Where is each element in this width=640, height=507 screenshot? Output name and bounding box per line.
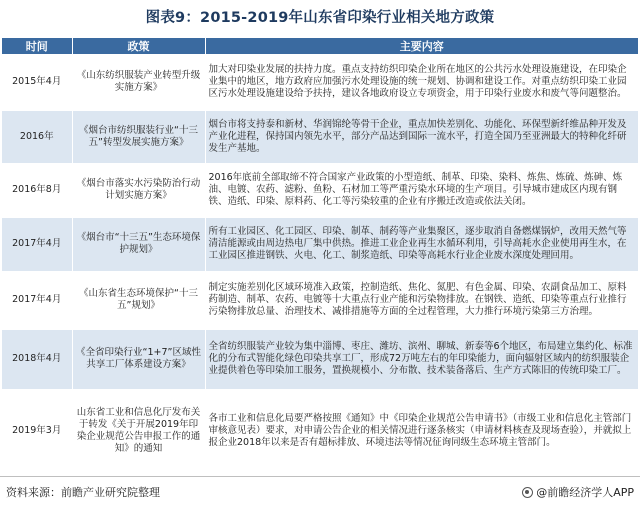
- row-time: 2015年4月: [2, 54, 72, 110]
- row-content: 加大对印染业发展的扶持力度。重点支持纺织印染企业所在地区的公共污水处理设施建设，在印染企业集中的地区，地方政府应加强污水处理设施的统一规划、协调和建设工作。对重点纺织印染工业园区污水处理设施建设给予扶持，建议各地政府设立专项资金，用于印染行业废水和废气等问题整治。: [205, 54, 638, 110]
- header-content: 主要内容: [205, 38, 638, 54]
- row-policy: 《山东纺织服装产业转型升级实施方案》: [72, 54, 205, 110]
- row-content: 制定实施差别化区域环境准入政策，控制造纸、焦化、氮肥、有色金属、印染、农副食品加工、原料药制造、制革、农药、电镀等十大重点行业产能和污染物排放。在钢铁、造纸、印染等重点行业推行污染物排放总量、治理技术、减排措施等方面的全过程管理，大力推行环境污染第三方治理。: [205, 271, 638, 329]
- header-time: 时间: [2, 38, 72, 54]
- row-content: 所有工业园区、化工园区、印染、制革、制药等产业集聚区，逐步取消自备燃煤锅炉，改用天然气等清洁能源或由周边热电厂集中供热。推进工业企业再生水循环利用，引导高耗水企业使用再生水，在工业园区推进钢铁、火电、化工、制浆造纸、印染等高耗水行业企业废水深度处理回用。: [205, 217, 638, 271]
- row-time: 2017年4月: [2, 217, 72, 271]
- table-row: [2, 271, 638, 329]
- row-policy: 《全省印染行业“1+7”区域性共享工厂体系建设方案》: [72, 329, 205, 389]
- row-policy: 《山东省生态环境保护“十三五”规划》: [72, 271, 205, 329]
- row-time: 2016年8月: [2, 163, 72, 217]
- row-content: 各市工业和信息化局要严格按照《通知》中《印染企业规范公告申请书》（市级工业和信息化主管部门审核意见表）要求，对申请公告企业的相关情况进行逐条核实（申请材料核查及现场查验），并就拟上报企业2018年以来是否有超标排放、环境违法等情况征询同级生态环境主管部门。: [205, 389, 638, 472]
- table-row: [2, 329, 638, 389]
- row-content: 2016年底前全部取缔不符合国家产业政策的小型造纸、制革、印染、染料、炼焦、炼硫、炼砷、炼油、电镀、农药、滤粉、鱼粉、石材加工等严重污染水环境的生产项目。引导城市建成区内现有钢铁、造纸、印染、原料药、化工等污染较重的企业有序搬迁改造或依法关闭。: [205, 163, 638, 217]
- policy-table: [2, 38, 638, 473]
- row-time: 2018年4月: [2, 329, 72, 389]
- table-row: [2, 217, 638, 271]
- footer: [0, 476, 640, 507]
- source-note: 资料来源：前瞻产业研究院整理: [6, 486, 160, 499]
- row-content: 全省纺织服装产业较为集中淄博、枣庄、潍坊、滨州、聊城、新泰等6个地区，布局建立集约化、标准化的分布式智能化绿色印染共享工厂，形成72万吨左右的年印染能力，面向辐射区域内的纺织服装企业提供着色等印染加工服务，置换规模小、分布散、技术装备落后、生产方式陈旧的传统印染工厂。: [205, 329, 638, 389]
- row-policy: 《烟台市“十三五”生态环境保护规划》: [72, 217, 205, 271]
- row-time: 2019年3月: [2, 389, 72, 472]
- row-policy: 山东省工业和信息化厅发布关于转发《关于开展2019年印染企业规范公告申报工作的通知》的通知: [72, 389, 205, 472]
- row-time: 2016年: [2, 110, 72, 163]
- row-time: 2017年4月: [2, 271, 72, 329]
- table-row: [2, 389, 638, 472]
- brand-logo-icon: [522, 487, 533, 498]
- table-row: [2, 110, 638, 163]
- table-header-row: [2, 38, 638, 54]
- row-policy: 《烟台市纺织服装行业“十三五”转型发展实施方案》: [72, 110, 205, 163]
- row-policy: 《烟台市落实水污染防治行动计划实施方案》: [72, 163, 205, 217]
- brand-text: @前瞻经济学人APP: [536, 486, 634, 499]
- table-row: [2, 163, 638, 217]
- brand-credit: [522, 484, 634, 500]
- header-policy: 政策: [72, 38, 205, 54]
- chart-title: 图表9：2015-2019年山东省印染行业相关地方政策: [145, 10, 495, 26]
- row-content: 烟台市将支持泰和新材、华润锦纶等骨干企业，重点加快差别化、功能化、环保型新纤维品种开发及产业化进程，保持国内领先水平，部分产品达到国际一流水平，打造全国乃至亚洲最大的特种化纤研发生产基地。: [205, 110, 638, 163]
- table-row: [2, 54, 638, 110]
